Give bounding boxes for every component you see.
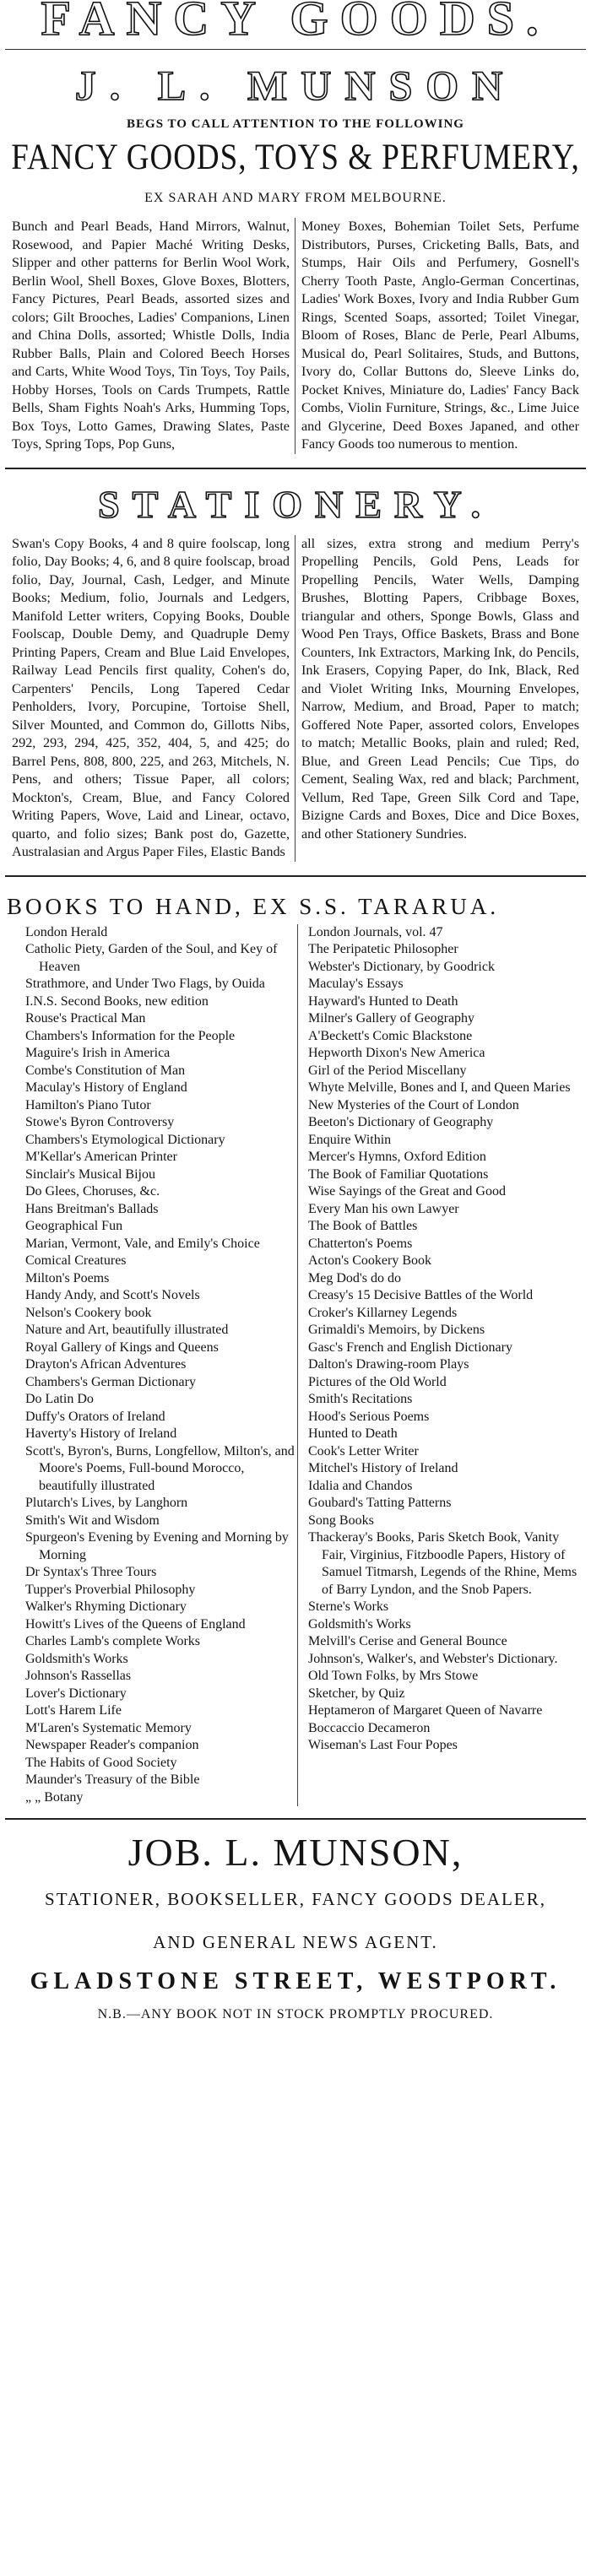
book-title: Chambers's Etymological Dictionary [25,1132,225,1147]
book-title: Acton's Cookery Book [308,1253,431,1268]
book-title: I.N.S. Second Books, new edition [25,993,209,1009]
book-title: Hepworth Dixon's New America [308,1046,485,1060]
book-title: Cook's Letter Writer [308,1443,419,1458]
fancy-goods-heading: FANCY GOODS, TOYS & PERFUMERY, [11,137,580,178]
book-title: Combe's Constitution of Man [25,1063,186,1078]
book-title: Maculay's Essays [308,977,404,991]
book-title: A'Beckett's Comic Blackstone [308,1028,473,1043]
book-title: Creasy's 15 Decisive Battles of the World [308,1288,534,1302]
book-title: Rouse's Practical Man [25,1011,146,1026]
book-title: Wise Sayings of the Great and Good [308,1184,506,1199]
book-title: Old Town Folks, by Mrs Stowe [308,1669,479,1683]
news-agent-line: AND GENERAL NEWS AGENT. [153,1932,438,1952]
book-title: Croker's Killarney Legends [308,1305,458,1320]
book-title: Dalton's Drawing-room Plays [308,1357,469,1372]
book-title: Thackeray's Books, Paris Sketch Book, Vanity Fair, Virginius, Fitzboodle Papers, History of Samuel Titmarsh, Legends of the Rhine, Mems of Barry Lyndon, and the Snob Papers. [308,1530,577,1597]
book-title: Comical Creatures [25,1253,127,1268]
book-title: Milner's Gallery of Geography [308,1011,475,1026]
book-title: Hayward's Hunted to Death [308,993,458,1009]
book-title: Handy Andy, and Scott's Novels [25,1288,200,1302]
shipment-line: EX SARAH AND MARY FROM MELBOURNE. [144,191,447,205]
book-title: Song Books [308,1513,374,1528]
book-title: Enquire Within [308,1132,392,1147]
book-title: Maunder's Treasury of the Bible [25,1772,200,1787]
book-title: Catholic Piety, Garden of the Soul, and Key of Heaven [25,942,278,974]
book-title: Lover's Dictionary [25,1686,127,1701]
book-title: Tupper's Proverbial Philosophy [25,1582,196,1597]
book-title: Chambers's German Dictionary [25,1374,196,1389]
book-title: Goldsmith's Works [25,1651,128,1666]
book-title: Drayton's African Adventures [25,1357,187,1372]
book-title: Hunted to Death [308,1426,398,1441]
advertiser-name: J. L. MUNSON [74,62,517,109]
book-title: „ „ Botany [25,1789,84,1805]
book-title: Pictures of the Old World [308,1374,447,1389]
book-title: Do Latin Do [25,1392,94,1406]
book-title: Mitchel's History of Ireland [308,1461,458,1475]
book-title: Hood's Serious Poems [308,1409,430,1424]
book-title: The Peripatetic Philosopher [308,942,458,956]
book-title: Hans Breitman's Ballads [25,1201,159,1216]
book-title: Sketcher, by Quiz [308,1686,405,1701]
book-title: Johnson's Rassellas [25,1669,132,1683]
book-title: M'Kellar's American Printer [25,1150,177,1164]
book-title: Boccaccio Decameron [308,1720,431,1735]
book-title: Do Glees, Choruses, &c. [25,1184,160,1199]
book-title: The Book of Battles [308,1219,418,1233]
book-title: New Mysteries of the Court of London [308,1097,519,1112]
book-title: Smith's Wit and Wisdom [25,1513,160,1528]
book-title: The Habits of Good Society [25,1755,177,1770]
book-title: Stowe's Byron Controversy [25,1115,175,1129]
book-title: Sterne's Works [308,1599,389,1614]
stationery-list [0,535,591,862]
books-right-column [308,924,583,1807]
column-divider [295,218,296,454]
fancy-goods-left-column: Bunch and Pearl Beads, Hand Mirrors, Walnut, Rosewood, and Papier Maché Writing Desks, Slipper and other patterns for Berlin Wool Work, Berlin Wool, Shell Boxes, Glove Boxes, Blotters, Fancy Pictures, Pearl Beads, assorted sizes and colors; Gilt Brooches, Ladies' Companions, Linen and China Dolls, assorted; Whistle Dolls, India Rubber Balls, Plain and Colored Beech Horses and Carts, White Wood Toys, Tin Toys, Toy Pails, Hobby Horses, Tools on Cards Trumpets, Rattle Bells, Sham Fights Noah's Arks, Humming Tops, Box Toys, Lotto Games, Drawing Slates, Paste Toys, Spring Tops, Pop Guns, [12,219,290,452]
fancy-goods-right-column: Money Boxes, Bohemian Toilet Sets, Perfume Distributors, Purses, Cricketing Balls, Bats, and Stumps, Hair Oils and Perfumery, Gosnell's Cherry Tooth Paste, Anglo-German Concertinas, Ladies' Work Boxes, Ivory and India Rubber Gum Rings, Scented Soaps, assorted; Toilet Vinegar, Bloom of Roses, Blanc de Perle, Pearl Albums, Musical do, Pearl Solitaires, Studs, and Buttons, Ivory do, Collar Buttons do, Sleeve Links do, Pocket Knives, Miniature do, Ladies' Fancy Back Combs, Violin Furniture, Strings, &c., Lime Juice and Glycerine, Deed Boxes Japaned, and other Fancy Goods too numerous to mention. [301,219,579,452]
book-title: Maculay's History of England [25,1080,187,1095]
fancy-goods-header: FANCY GOODS. [41,0,550,46]
stationery-heading: STATIONERY. [97,482,494,526]
fancy-goods-list [0,218,591,454]
book-title: The Book of Familiar Quotations [308,1166,489,1182]
book-title: Idalia and Chandos [308,1478,413,1493]
book-title: Smith's Recitations [308,1392,413,1406]
book-title: Walker's Rhyming Dictionary [25,1599,187,1614]
book-title: Heptameron of Margaret Queen of Navarre [308,1703,543,1718]
books-left-column [25,924,300,1807]
book-title: Plutarch's Lives, by Langhorn [25,1496,188,1510]
book-title: Nelson's Cookery book [25,1305,152,1320]
proprietor-name: JOB. L. MUNSON, [127,1831,464,1874]
book-title: Webster's Dictionary, by Goodrick [308,959,495,974]
book-title: Royal Gallery of Kings and Queens [25,1339,219,1355]
column-divider [297,924,298,1807]
book-title: Haverty's History of Ireland [25,1426,177,1441]
book-title: Charles Lamb's complete Works [25,1634,201,1648]
book-title: Beeton's Dictionary of Geography [308,1115,494,1129]
book-title: Nature and Art, beautifully illustrated [25,1323,229,1337]
divider [5,49,586,50]
book-title: Girl of the Period Miscellany [308,1063,467,1078]
book-title: Dr Syntax's Three Tours [25,1565,157,1579]
stationery-right-column: all sizes, extra strong and medium Perry's Propelling Pencils, Gold Pens, Leads for Propelling Pencils, Water Wells, Damping Brushes, Blotting Papers, Cribbage Boxes, triangular and others, Sponge Bowls, Glass and Wood Pen Trays, Office Baskets, Brass and Bone Counters, Ink Extractors, Marking Ink, do Pencils, Ink Erasers, Copying Paper, do Ink, Black, Red and Violet Writing Inks, Mourning Envelopes, Narrow, Medium, and Broad, Paper to match; Goffered Note Paper, assorted colors, Envelopes to match; Metallic Books, plain and ruled; Red, Blue, and Green Lead Pencils; Cue Tips, do Cement, Sealing Wax, red and black; Parchment, Vellum, Red Tape, Green Silk Cord and Tape, Bizigne Cards and Boxes, Dice and Dice Boxes, and other Stationery Sundries. [301,535,579,842]
book-title: Milton's Poems [25,1270,110,1285]
address-line: GLADSTONE STREET, WESTPORT. [30,1968,561,1994]
book-title: M'Laren's Systematic Memory [25,1720,192,1735]
book-title: Duffy's Orators of Ireland [25,1409,165,1424]
column-divider [295,535,296,862]
book-title: Maguire's Irish in America [25,1046,171,1060]
divider [5,1818,586,1820]
divider [5,875,586,877]
books-heading: BOOKS TO HAND, EX S.S. TARARUA. [7,893,500,919]
book-title: Howitt's Lives of the Queens of England [25,1616,246,1632]
book-title: Meg Dod's do do [308,1270,401,1285]
book-title: Chatterton's Poems [308,1236,413,1251]
book-title: Wiseman's Last Four Popes [308,1738,458,1752]
nota-bene: N.B.—ANY BOOK NOT IN STOCK PROMPTLY PROCURED. [97,2007,494,2021]
book-title: Johnson's, Walker's, and Webster's Dictionary. [308,1651,558,1666]
book-title: Goldsmith's Works [308,1616,411,1632]
book-title: Lott's Harem Life [25,1703,122,1718]
books-list [0,924,591,1807]
book-title: Marian, Vermont, Vale, and Emily's Choice [25,1236,260,1251]
begs-line: BEGS TO CALL ATTENTION TO THE FOLLOWING [127,117,464,131]
book-title: Hamilton's Piano Tutor [25,1097,151,1112]
book-title: Scott's, Byron's, Burns, Longfellow, Milton's, and Moore's Poems, Full-bound Morocco, beautifully illustrated [25,1443,295,1493]
book-title: Strathmore, and Under Two Flags, by Ouida [25,977,265,991]
proprietor-roles: STATIONER, BOOKSELLER, FANCY GOODS DEALER, [45,1889,546,1909]
book-title: London Journals, vol. 47 [308,924,443,939]
book-title: Goubard's Tatting Patterns [308,1496,452,1510]
book-title: Every Man his own Lawyer [308,1201,459,1216]
book-title: Whyte Melville, Bones and I, and Queen Maries [308,1080,571,1095]
book-title: Gasc's French and English Dictionary [308,1339,512,1355]
stationery-left-column: Swan's Copy Books, 4 and 8 quire foolscap, long folio, Day Books; 4, 6, and 8 quire foolscap, broad folio, Day, Journal, Cash, Ledger, and Minute Books; Medium, folio, Journals and Ledgers, Manifold Letter writers, Copying Books, Double Foolscap, Double Demy, and Quadruple Demy Printing Papers, Cream and Blue Laid Envelopes, Railway Lead Pencils first quality, Cohen's do, Carpenters' Pencils, Long Tapered Cedar Penholders, Ivory, Porcupine, Tortoise Shell, Silver Mounted, and Common do, Gillotts Nibs, 292, 293, 294, 425, 352, 404, 5, and 425; do Barrel Pens, 808, 800, 225, and 263, Mitchels, N. Pens, and others; Tissue Paper, all colors; Mockton's, Cream, Blue, and Fancy Colored Writing Papers, Wove, Laid and Linear, octavo, quarto, and folio sizes; Bank post do, Gazette, Australasian and Argus Paper Files, Elastic Bands [12,535,290,859]
book-title: Grimaldi's Memoirs, by Dickens [308,1323,485,1337]
book-title: Mercer's Hymns, Oxford Edition [308,1150,486,1164]
book-title: Spurgeon's Evening by Evening and Morning by Morning [25,1530,289,1562]
book-title: Sinclair's Musical Bijou [25,1166,155,1182]
book-title: Melvill's Cerise and General Bounce [308,1634,507,1648]
book-title: Newspaper Reader's companion [25,1738,199,1752]
divider [5,468,586,469]
book-title: London Herald [25,924,108,939]
book-title: Geographical Fun [25,1219,123,1233]
book-title: Chambers's Information for the People [25,1028,236,1043]
